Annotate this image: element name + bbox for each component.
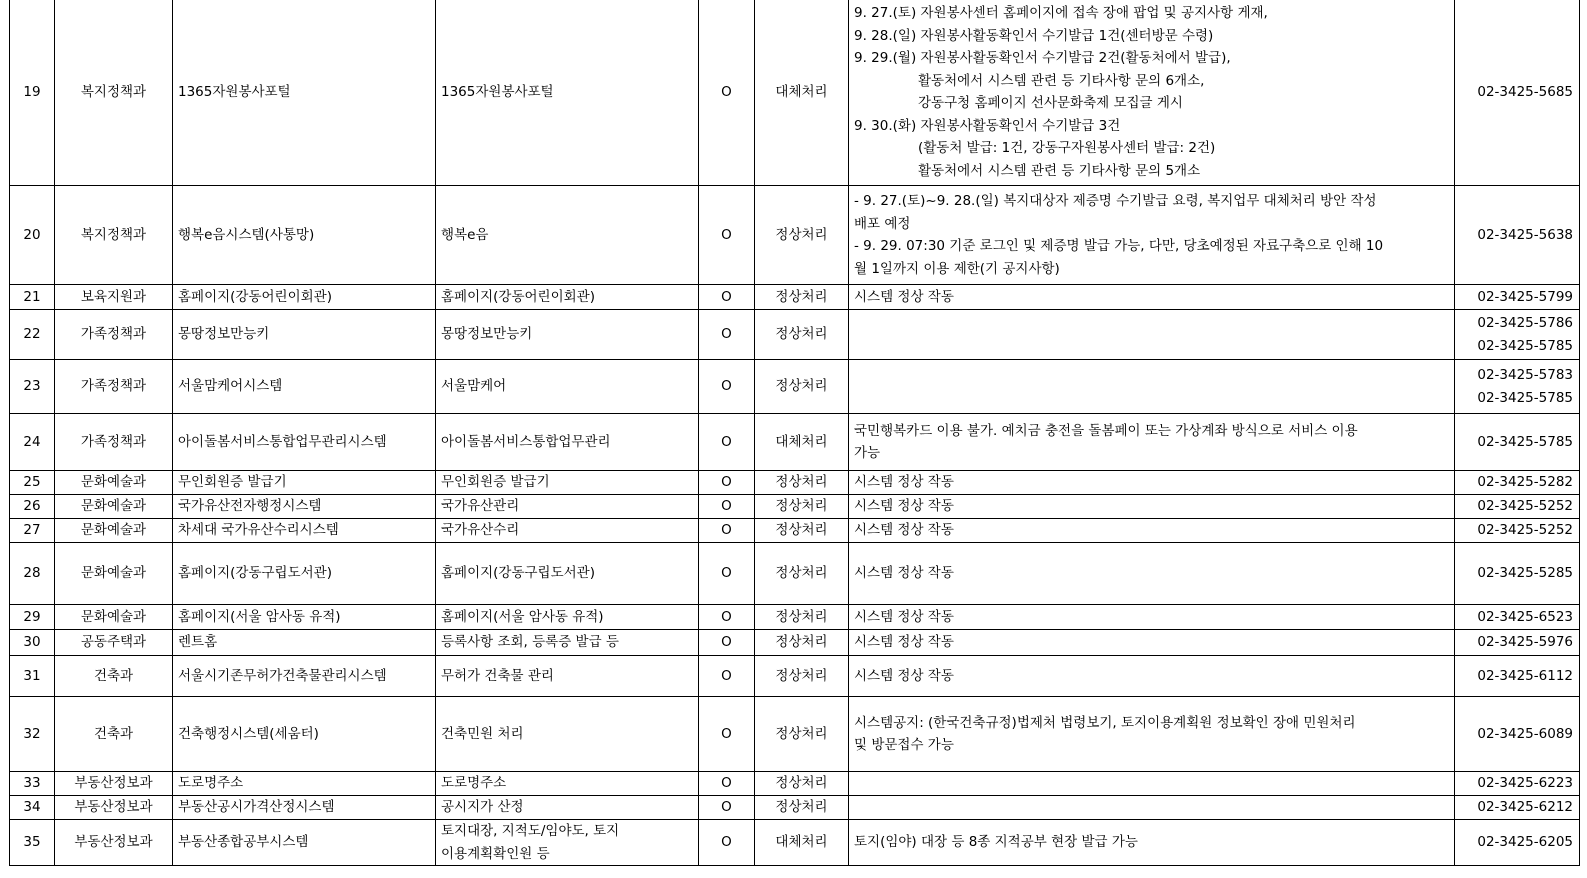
contact-phone [1455, 310, 1580, 360]
status-note [849, 630, 1455, 656]
service-name: 홈페이지(강동어린이회관) [436, 285, 699, 310]
contact-phone-line: 02-3425-5786 [1477, 315, 1573, 331]
system-name: 부동산공시가격산정시스템 [173, 796, 436, 820]
status-note-line: 9. 27.(토) 자원봉사센터 홈페이지에 접속 장애 팝업 및 공지사항 게재, [854, 5, 1268, 21]
department: 문화예술과 [55, 543, 173, 605]
status-note [849, 495, 1455, 519]
system-name: 행복e음시스템(사통망) [173, 186, 436, 285]
table-row [10, 414, 1580, 471]
status-note [849, 656, 1455, 697]
status-note-line: 가능 [854, 445, 881, 461]
service-name: 국가유산관리 [436, 495, 699, 519]
status-note [849, 471, 1455, 495]
processing-status: 대체처리 [755, 820, 849, 866]
status-table [9, 0, 1580, 866]
processing-status: 대체처리 [755, 0, 849, 186]
status-note [849, 414, 1455, 471]
status-note-line: 토지(임야) 대장 등 8종 지적공부 현장 발급 가능 [854, 834, 1138, 851]
row-number: 32 [10, 697, 55, 772]
service-name-line: 토지대장, 지적도/임야도, 토지 [441, 823, 620, 839]
row-number: 26 [10, 495, 55, 519]
service-name: 무인회원증 발급기 [436, 471, 699, 495]
status-note-line: 시스템 정상 작동 [854, 498, 954, 515]
processing-status: 정상처리 [755, 360, 849, 414]
status-note-line: 9. 29.(월) 자원봉사활동확인서 수기발급 2건(활동처에서 발급), [854, 50, 1231, 66]
department: 가족정책과 [55, 310, 173, 360]
system-name: 서울시기존무허가건축물관리시스템 [173, 656, 436, 697]
table-row [10, 0, 1580, 186]
table-row [10, 820, 1580, 866]
contact-phone [1455, 656, 1580, 697]
availability-mark: O [699, 186, 755, 285]
table-row [10, 186, 1580, 285]
service-name: 1365자원봉사포털 [436, 0, 699, 186]
availability-mark: O [699, 310, 755, 360]
status-note [849, 519, 1455, 543]
contact-phone [1455, 0, 1580, 186]
contact-phone-line: 02-3425-5785 [1477, 389, 1573, 406]
contact-phone [1455, 605, 1580, 630]
system-name: 무인회원증 발급기 [173, 471, 436, 495]
status-note-line: (활동처 발급: 1건, 강동구자원봉사센터 발급: 2건) [918, 140, 1216, 156]
system-name: 도로명주소 [173, 772, 436, 796]
status-note-line: 시스템 정상 작동 [854, 522, 954, 539]
department: 공동주택과 [55, 630, 173, 656]
contact-phone [1455, 471, 1580, 495]
processing-status: 정상처리 [755, 519, 849, 543]
row-number: 22 [10, 310, 55, 360]
contact-phone-line: 02-3425-5785 [1477, 433, 1573, 450]
row-number: 23 [10, 360, 55, 414]
system-name: 차세대 국가유산수리시스템 [173, 519, 436, 543]
table-row [10, 519, 1580, 543]
availability-mark: O [699, 543, 755, 605]
status-note [849, 543, 1455, 605]
availability-mark: O [699, 414, 755, 471]
contact-phone [1455, 820, 1580, 866]
service-name: 서울맘케어 [436, 360, 699, 414]
contact-phone [1455, 543, 1580, 605]
contact-phone-line: 02-3425-5785 [1477, 337, 1573, 354]
status-note [849, 605, 1455, 630]
status-note-line: 9. 30.(화) 자원봉사활동확인서 수기발급 3건 [854, 117, 1121, 134]
row-number: 21 [10, 285, 55, 310]
table-row [10, 471, 1580, 495]
department: 부동산정보과 [55, 820, 173, 866]
service-name: 아이돌봄서비스통합업무관리 [436, 414, 699, 471]
status-note [849, 186, 1455, 285]
availability-mark: O [699, 519, 755, 543]
processing-status: 정상처리 [755, 630, 849, 656]
contact-phone [1455, 796, 1580, 820]
table-row [10, 796, 1580, 820]
status-note-line: 활동처에서 시스템 관련 등 기타사항 문의 6개소, [918, 72, 1205, 89]
table-row [10, 310, 1580, 360]
availability-mark: O [699, 796, 755, 820]
status-note-line: 시스템공지: (한국건축규정)법제처 법령보기, 토지이용계획원 정보확인 장애 민원처리 [854, 714, 1356, 731]
status-note-line: - 9. 29. 07:30 기준 로그인 및 제증명 발급 가능, 다만, 당초예정된 자료구축으로 인해 10 [854, 238, 1384, 254]
system-name: 홈페이지(강동어린이회관) [173, 285, 436, 310]
availability-mark: O [699, 360, 755, 414]
processing-status: 대체처리 [755, 414, 849, 471]
status-note [849, 820, 1455, 866]
table-row [10, 285, 1580, 310]
department: 부동산정보과 [55, 796, 173, 820]
department: 건축과 [55, 697, 173, 772]
processing-status: 정상처리 [755, 772, 849, 796]
contact-phone-line: 02-3425-5282 [1477, 474, 1573, 491]
table-row [10, 772, 1580, 796]
department: 복지정책과 [55, 186, 173, 285]
contact-phone-line: 02-3425-6205 [1477, 834, 1573, 851]
row-number: 25 [10, 471, 55, 495]
system-name: 부동산종합공부시스템 [173, 820, 436, 866]
contact-phone-line: 02-3425-5685 [1477, 83, 1573, 100]
status-note-line: 시스템 정상 작동 [854, 608, 954, 625]
availability-mark: O [699, 656, 755, 697]
availability-mark: O [699, 630, 755, 656]
contact-phone [1455, 285, 1580, 310]
status-note-line: 9. 28.(일) 자원봉사활동확인서 수기발급 1건(센터방문 수령) [854, 27, 1214, 44]
status-note-line: 시스템 정상 작동 [854, 667, 954, 684]
status-note-line: 및 방문접수 가능 [854, 737, 954, 753]
department: 문화예술과 [55, 471, 173, 495]
status-note-line: 시스템 정상 작동 [854, 474, 954, 491]
processing-status: 정상처리 [755, 605, 849, 630]
contact-phone-line: 02-3425-6523 [1477, 608, 1573, 625]
row-number: 35 [10, 820, 55, 866]
service-name: 건축민원 처리 [436, 697, 699, 772]
row-number: 27 [10, 519, 55, 543]
department: 문화예술과 [55, 605, 173, 630]
contact-phone-line: 02-3425-5799 [1477, 288, 1573, 305]
contact-phone-line: 02-3425-6112 [1477, 667, 1573, 684]
contact-phone-line: 02-3425-6223 [1477, 775, 1573, 792]
department: 부동산정보과 [55, 772, 173, 796]
contact-phone-line: 02-3425-5252 [1477, 498, 1573, 515]
table-row [10, 605, 1580, 630]
status-note-line: 시스템 정상 작동 [854, 288, 954, 305]
availability-mark: O [699, 495, 755, 519]
row-number: 28 [10, 543, 55, 605]
system-name: 1365자원봉사포털 [173, 0, 436, 186]
system-name: 렌트홈 [173, 630, 436, 656]
contact-phone [1455, 495, 1580, 519]
contact-phone-line: 02-3425-6212 [1477, 799, 1573, 816]
table-row [10, 543, 1580, 605]
processing-status: 정상처리 [755, 471, 849, 495]
service-name-line: 이용계획확인원 등 [441, 845, 550, 862]
status-note [849, 360, 1455, 414]
contact-phone [1455, 697, 1580, 772]
system-name: 국가유산전자행정시스템 [173, 495, 436, 519]
contact-phone-line: 02-3425-5783 [1477, 367, 1573, 383]
table-row [10, 495, 1580, 519]
availability-mark: O [699, 772, 755, 796]
availability-mark: O [699, 0, 755, 186]
status-note-line: - 9. 27.(토)~9. 28.(일) 복지대상자 제증명 수기발급 요령, 복지업무 대체처리 방안 작성 [854, 193, 1377, 209]
processing-status: 정상처리 [755, 656, 849, 697]
processing-status: 정상처리 [755, 543, 849, 605]
service-name: 등록사항 조회, 등록증 발급 등 [436, 630, 699, 656]
row-number: 24 [10, 414, 55, 471]
status-note [849, 772, 1455, 796]
system-name: 몽땅정보만능키 [173, 310, 436, 360]
department: 문화예술과 [55, 495, 173, 519]
service-name: 공시지가 산정 [436, 796, 699, 820]
table-row [10, 360, 1580, 414]
contact-phone-line: 02-3425-5285 [1477, 565, 1573, 582]
department: 가족정책과 [55, 414, 173, 471]
status-note [849, 285, 1455, 310]
service-name: 도로명주소 [436, 772, 699, 796]
status-note-line: 강동구청 홈페이지 선사문화축제 모집글 게시 [918, 95, 1183, 111]
row-number: 31 [10, 656, 55, 697]
department: 건축과 [55, 656, 173, 697]
contact-phone-line: 02-3425-5252 [1477, 522, 1573, 539]
contact-phone [1455, 360, 1580, 414]
contact-phone-line: 02-3425-6089 [1477, 725, 1573, 742]
department: 보육지원과 [55, 285, 173, 310]
status-note-line: 월 1일까지 이용 제한(기 공지사항) [854, 260, 1060, 277]
system-name: 홈페이지(서울 암사동 유적) [173, 605, 436, 630]
status-note-line: 시스템 정상 작동 [854, 565, 954, 582]
processing-status: 정상처리 [755, 495, 849, 519]
system-name: 아이돌봄서비스통합업무관리시스템 [173, 414, 436, 471]
availability-mark: O [699, 471, 755, 495]
status-note-line: 국민행복카드 이용 불가. 예치금 충전을 돌봄페이 또는 가상계좌 방식으로 서비스 이용 [854, 422, 1358, 439]
processing-status: 정상처리 [755, 697, 849, 772]
availability-mark: O [699, 820, 755, 866]
system-name: 홈페이지(강동구립도서관) [173, 543, 436, 605]
contact-phone [1455, 186, 1580, 285]
processing-status: 정상처리 [755, 285, 849, 310]
department: 가족정책과 [55, 360, 173, 414]
system-name: 서울맘케어시스템 [173, 360, 436, 414]
row-number: 33 [10, 772, 55, 796]
availability-mark: O [699, 605, 755, 630]
service-name: 홈페이지(서울 암사동 유적) [436, 605, 699, 630]
processing-status: 정상처리 [755, 186, 849, 285]
contact-phone-line: 02-3425-5638 [1477, 226, 1573, 243]
service-name [436, 820, 699, 866]
service-name: 홈페이지(강동구립도서관) [436, 543, 699, 605]
service-name: 무허가 건축물 관리 [436, 656, 699, 697]
status-note [849, 0, 1455, 186]
row-number: 19 [10, 0, 55, 186]
department: 복지정책과 [55, 0, 173, 186]
contact-phone [1455, 414, 1580, 471]
system-name: 건축행정시스템(세움터) [173, 697, 436, 772]
row-number: 29 [10, 605, 55, 630]
processing-status: 정상처리 [755, 310, 849, 360]
row-number: 30 [10, 630, 55, 656]
service-name: 행복e음 [436, 186, 699, 285]
row-number: 20 [10, 186, 55, 285]
status-note-line: 활동처에서 시스템 관련 등 기타사항 문의 5개소 [918, 162, 1201, 179]
contact-phone-line: 02-3425-5976 [1477, 634, 1573, 651]
status-note [849, 697, 1455, 772]
availability-mark: O [699, 285, 755, 310]
processing-status: 정상처리 [755, 796, 849, 820]
status-note [849, 310, 1455, 360]
status-note-line: 배포 예정 [854, 215, 911, 232]
row-number: 34 [10, 796, 55, 820]
contact-phone [1455, 630, 1580, 656]
service-name: 국가유산수리 [436, 519, 699, 543]
department: 문화예술과 [55, 519, 173, 543]
availability-mark: O [699, 697, 755, 772]
contact-phone [1455, 772, 1580, 796]
status-note [849, 796, 1455, 820]
contact-phone [1455, 519, 1580, 543]
status-note-line: 시스템 정상 작동 [854, 634, 954, 651]
table-row [10, 656, 1580, 697]
table-row [10, 630, 1580, 656]
service-name: 몽땅정보만능키 [436, 310, 699, 360]
table-row [10, 697, 1580, 772]
